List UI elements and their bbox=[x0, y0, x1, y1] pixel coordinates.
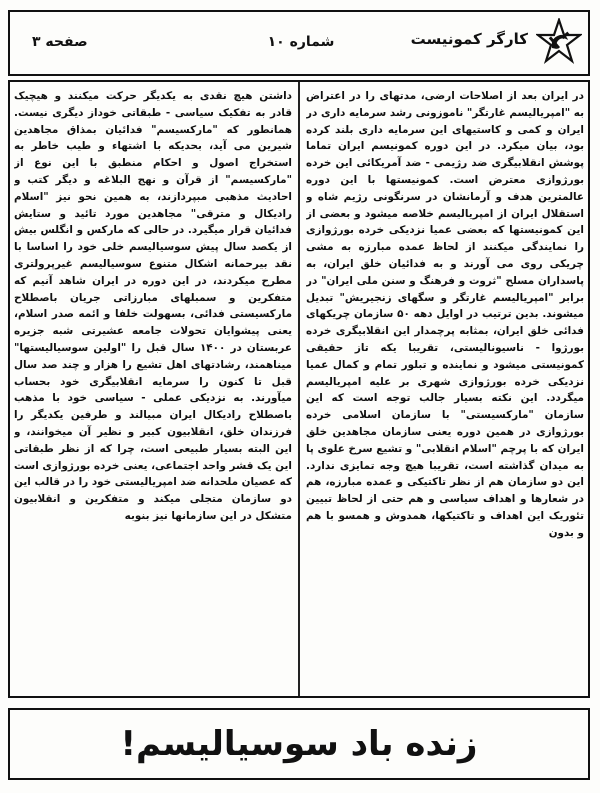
article-column-left bbox=[14, 88, 292, 694]
issue-number: شماره ۱۰ bbox=[267, 34, 335, 50]
article-text-left: داشتن هیچ نقدی به یکدیگر حرکت میکنند و هیچیک قادر به تفکیک سیاسی - طبقاتی خوداز دیگری نیست. همانطور که "مارکسیسم" فدائیان بمذاق مجاهدین شیرین می آید، بحدیکه با اشتهاء و طیب خاطر به استخراج اصول و احکام منطبق با این نوع از "مارکسیسم" از قرآن و نهج البلاغه و دیگر کتب و احادیث مذهبی مبپردازند، به همین نحو نیز "اسلام رادیکال و مترقی" مجاهدین مورد تائید و ستایش فدائیان قرار میگیرد. در حالی که مارکس و انگلس بیش از یکصد سال پیش سوسیالیسم خلی خود را اساسا با نقد بیرحمانه اشکال متنوع سوسیالیسم غیرپرولتری مطرح میکردند، در این دوره در ایران شاهد آنیم که متفکرین و سمبلهای مبارزاتی جریان باصطلاح مارکسیستی فدائی، بسهولت خلفا و ائمه صدر اسلام، یعنی پیشوایان تحولات جامعه عشیرتی شبه جزیره عربستان در ۱۴۰۰ سال قبل را "اولین سوسیالیستها" میناهمند، رشادتهای اهل تشیع را هزار و چند صد سال قبل تا کنون را سرمایه انقلابیگری خود بحساب میآورند. به نزدیکی عملی - سیاسی خود با مذهب باصطلاح رادیکال ایران مبیالند و طرفین یکدیگر را فرزندان خلق، انقلابیون کبیر و نظیر آن میخوانند، و این البته بسیار طبیعی است، چرا که از نظر طبقاتی این یک قشر واحد اجتماعی، یعنی خرده بورژوازی است که عصیان ملحدانه ضد امپریالیستی خود را در قالب این دو سازمان متجلی میکند و متفکرین و انقلابیون متشکل در این سازمانها نیز بنوبه bbox=[14, 90, 292, 522]
column-divider bbox=[298, 82, 300, 696]
slogan-text: زنده باد سوسیالیسم! bbox=[120, 724, 478, 764]
page-number: صفحه ۳ bbox=[32, 34, 88, 50]
article-column-right bbox=[306, 88, 584, 694]
slogan-banner bbox=[8, 708, 590, 780]
article-text-right: در ایران بعد از اصلاحات ارضی، مدتهای را در اعتراض به "امپریالیسم غارتگر" ناموزونی رشد سرمایه داری در ایران و کمی و کاستیهای این سرمایه داری بلند کرده بود، بیان میکرد. در این دوره کمونیسم ایران تماما پوشش انقلابیگری ضد رژیمی - ضد آمریکائی این خرده بورژوازی معترض است. کمونیستها با این دوره عالمترین هدف و آرمانشان در سرنگونی رژیم شاه و استقلال ایران از امپریالیسم خلاصه میشود و بعضی از این کمونیستها که بعضی عمیا نزدیکی خرده بورژوازی را نمایندگی میکنند از لحاظ عمده مبارزه به مشی چریکی روی می آورند و به فدائیان خلق ایران، به پاسداران مسلح "ثروت و فرهنگ و سنن ملی ایران" در برابر "امپریالیسم غارتگر و سگهای زنجیریش" تبدیل میشوند. بدین ترتیب در اوایل دهه ۵۰ سازمان چریکهای فدائی خلق ایران، بمثابه پرچمدار این انقلابیگری خرده بورژوا - ناسیونالیستی، تقریبا یکه تاز حقیقی کمونیستی میشود و نماینده و تبلور تمام و کمال عمیا نزدیکی خرده بورژوازی شهری بر علیه امپریالیسم میگردد. این نکته بسیار جالب توجه است که این سازمان "مارکسیستی" با سازمان اسلامی خرده بورژوازی در همین دوره یعنی سازمان مجاهدین خلق ایران که با پرچم "اسلام انقلابی" و تشیع سرخ علوی پا به میدان گذاشته است، تقریبا هیچ وجه تمایزی ندارد. این دو سازمان هم از نظر تاکتیکی و عمده مبارزه، هم در شعارها و اهداف سیاسی و هم حتی از لحاظ تبیین تئوریک این اهداف و تاکتیکها، همدوش و همسو با هم و بدون bbox=[306, 90, 584, 539]
masthead-title: کارگر کمونیست bbox=[410, 30, 528, 48]
page-header bbox=[8, 10, 590, 76]
hammer-sickle-star-icon bbox=[536, 18, 582, 64]
